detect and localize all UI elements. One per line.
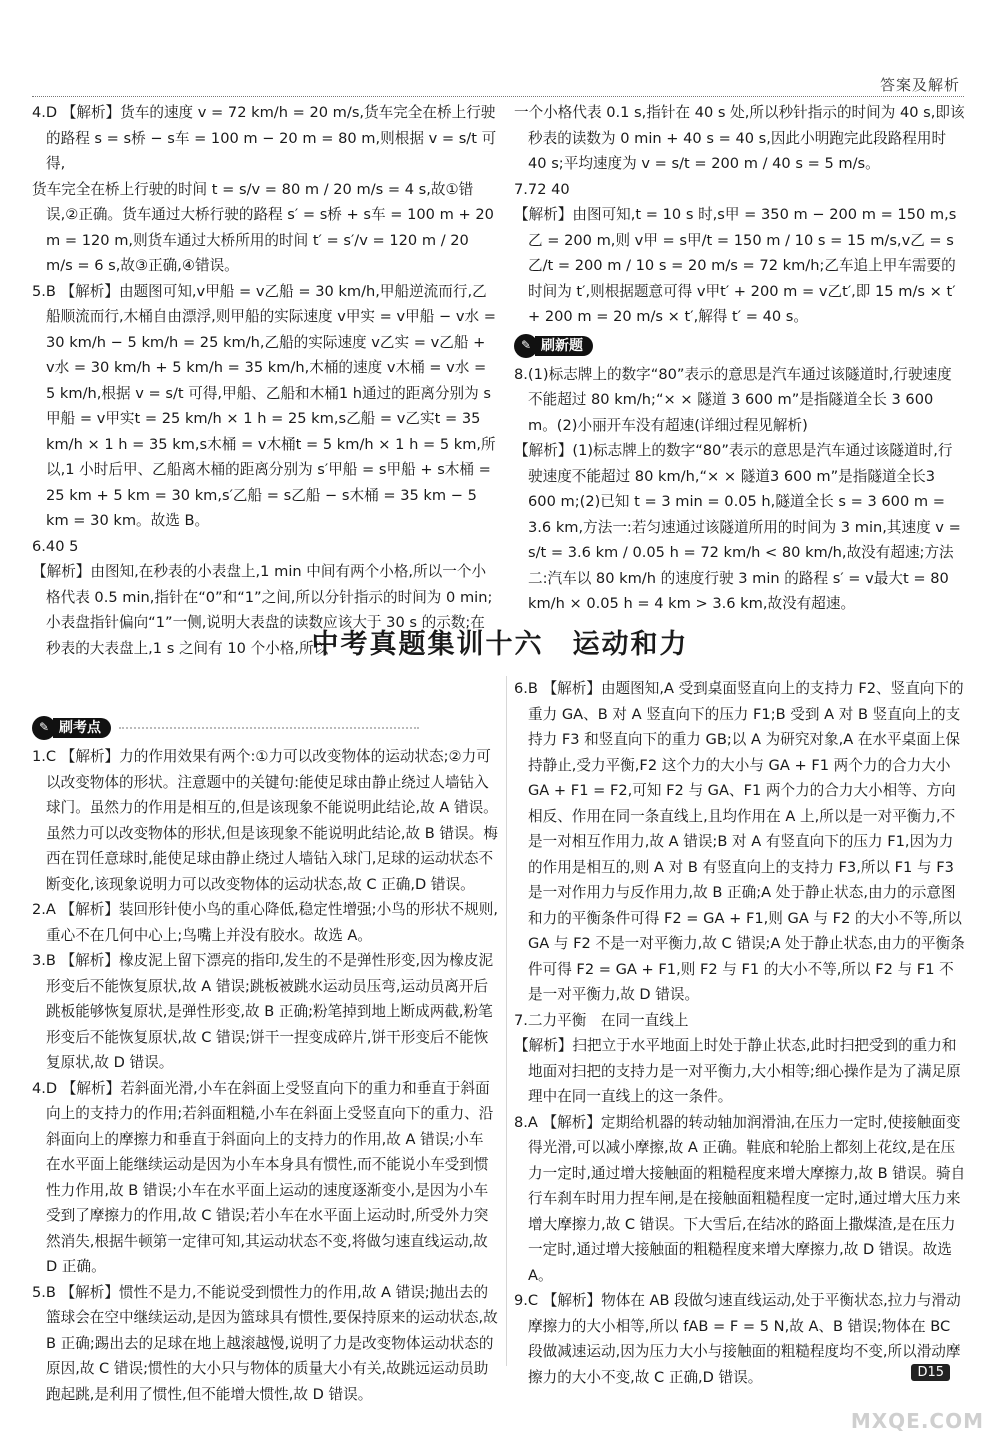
answer-7-explain: 【解析】由图可知,t = 10 s 时,s甲 = 350 m − 200 m = 150 m,s乙 = 200 m,则 v甲 = s甲/t = 150 m / 10 s = 15 m/s,v乙 = s乙/t = 200 m / 10 s = 20 m/s = 72 km/h;乙车追上甲车需要的时间为 t′,则根据题意可得 v甲t′ + 200 m = v乙t′,即 15 m/s × t′ + 200 m = 20 m/s × t′,解得 t′ = 40 s。 xyxy=(514,206,957,325)
badge-label: 刷新题 xyxy=(535,336,593,356)
answer-9b: 9.C 【解析】物体在 AB 段做匀速直线运动,处于平衡状态,拉力与滑动摩擦力的大小相等,所以 fAB = F = 5 N,故 A、B 错误;物体在 BC 段做减速运动,因为压力大小与接触面的粗糙程度均不变,所以滑动摩擦力的大小不变,故 C 正确,D 错误。 xyxy=(514,1292,961,1386)
answer-4b: 4.D 【解析】若斜面光滑,小车在斜面上受竖直向下的重力和垂直于斜面向上的支持力的作用;若斜面粗糙,小车在斜面上受竖直向下的重力、沿斜面向上的摩擦力和垂直于斜面向上的支持力的作用,故 A 错误;小车在水平面上能继续运动是因为小车本身具有惯性,而不能说小车受到惯性力作用,故 B 错误;小车在水平面上运动的速度逐渐变小,是因为小车受到了摩擦力的作用,故 C 错误;若小车在水平面上运动时,所受外力突然消失,根据牛顿第一定律可知,其运动状态不变,将做匀速直线运动,故 D 正确。 xyxy=(32,1079,494,1275)
chapter-title: 中考真题集训十六 运动和力 xyxy=(311,629,689,660)
answer-5: 5.B 【解析】由题图可知,v甲船 = v乙船 = 30 km/h,甲船逆流而行,乙船顺流而行,木桶自由漂浮,则甲船的实际速度 v甲实 = v甲船 − v水 = 30 km/h − 5 km/h = 25 km/h,乙船的实际速度 v乙实 = v乙船 + v水 = 30 km/h + 5 km/h = 35 km/h,木桶的速度 v木桶 = v水 = 5 km/h,根据 v = s/t 可得,甲船、乙船和木桶1 h通过的距离分别为 s甲船 = v甲实t = 25 km/h × 1 h = 25 km,s乙船 = v乙实t = 35 km/h × 1 h = 35 km,s木桶 = v木桶t = 5 km/h × 1 h = 5 km,所以,1 小时后甲、乙船离木桶的距离分别为 s′甲船 = s甲船 + s木桶 = 25 km + 5 km = 30 km,s′乙船 = s乙船 − s木桶 = 35 km − 5 km = 30 km。故选 B。 xyxy=(32,282,496,529)
answer-6b: 6.B 【解析】由题图知,A 受到桌面竖直向上的支持力 F2、竖直向下的重力 GA、B 对 A 竖直向下的压力 F1;B 受到 A 对 B 竖直向上的支持力 F3 和竖直向下的重力 GB;以 A 为研究对象,A 在水平桌面上保持静止,受力平衡,F2 这个力的大小与 GA + F1 两个力的合力大小 GA + F1 = F2,可知 F2 与 GA、F1 两个力的合力大小相等、方向相反、作用在同一条直线上,且均作用在 A 上,所以是一对平衡力,不是一对相互作用力,故 A 错误;B 对 A 有竖直向下的压力 F1,因为力的作用是相互的,则 A 对 B 有竖直向上的支持力 F3,所以 F1 与 F3 是一对作用力与反作用力,故 B 正确;A 处于静止状态,由力的示意图和力的平衡条件可得 F2 = GA + F1,则 GA 与 F2 的大小不等,所以 GA 与 F2 不是一对平衡力,故 C 错误;A 处于静止状态,由力的平衡条件可得 F2 = GA + F1,则 F2 与 F1 的大小不等,所以 F2 与 F1 不是一对平衡力,故 D 错误。 xyxy=(514,680,965,1003)
book-icon: ✎ xyxy=(32,716,56,740)
badge-label: 刷考点 xyxy=(53,718,111,738)
section-badge-points xyxy=(32,716,419,740)
answer-6-cont: 一个小格代表 0.1 s,指针在 40 s 处,所以秒针指示的时间为 40 s,即该秒表的读数为 0 min + 40 s = 40 s,因此小明跑完此段路程用时 40 s;平均速度为 v = s/t = 200 m / 40 s = 5 m/s。 xyxy=(514,104,965,172)
answer-3: 3.B 【解析】橡皮泥上留下漂亮的指印,发生的不是弹性形变,因为橡皮泥形变后不能恢复原状,故 A 错误;跳板被跳水运动员压弯,运动员离开后跳板能够恢复原状,是弹性形变,故 B 正确;粉笔掉到地上断成两截,粉笔形变后不能恢复原状,故 C 错误;饼干一捏变成碎片,饼干形变后不能恢复原状,故 D 错误。 xyxy=(32,952,494,1071)
answer-4: 4.D 【解析】货车的速度 v = 72 km/h = 20 m/s,货车完全在桥上行驶的路程 s = s桥 − s车 = 100 m − 20 m = 80 m,则根据 v = s/t 可得, xyxy=(32,104,497,172)
badge-dotted-rule xyxy=(119,727,419,729)
book-icon: ✎ xyxy=(514,334,538,358)
watermark: MXQE.COM xyxy=(850,1409,984,1433)
answer-8b: 8.A 【解析】定期给机器的转动轴加润滑油,在压力一定时,使接触面变得光滑,可以减小摩擦,故 A 正确。鞋底和轮胎上都刻上花纹,是在压力一定时,通过增大接触面的粗糙程度来增大摩擦力,故 B 错误。骑自行车刹车时用力捏车闸,是在接触面粗糙程度一定时,通过增大压力来增大摩擦力,故 C 错误。下大雪后,在结冰的路面上撒煤渣,是在压力一定时,通过增大接触面的粗糙程度来增大摩擦力,故 D 错误。故选 A。 xyxy=(514,1113,966,1284)
column-divider xyxy=(506,676,507,1366)
answer-4-cont: 货车完全在桥上行驶的时间 t = s/v = 80 m / 20 m/s = 4 s,故①错误,②正确。货车通过大桥行驶的路程 s′ = s桥 + s车 = 100 m + 20 m = 120 m,则货车通过大桥所用的时间 t′ = s′/v = 120 m / 20 m/s = 6 s,故③正确,④错误。 xyxy=(32,180,494,274)
bottom-right-column xyxy=(514,676,966,1390)
page-number: D15 xyxy=(911,1364,950,1381)
bottom-left-column xyxy=(32,712,498,1407)
answer-7: 7.72 40 xyxy=(514,180,570,198)
top-right-column xyxy=(514,70,966,617)
answer-7b: 7.二力平衡 在同一直线上 xyxy=(514,1011,689,1029)
answer-8: 8.(1)标志牌上的数字“80”表示的意思是汽车通过该隧道时,行驶速度不能超过 80 km/h;“× × 隧道 3 600 m”是指隧道全长 3 600 m。(2)小丽开车没有超速(详细过程见解析) xyxy=(514,365,952,434)
answer-1: 1.C 【解析】力的作用效果有两个:①力可以改变物体的运动状态;②力可以改变物体的形状。注意题中的关键句:能使足球由静止绕过人墙钻入球门。虽然力的作用是相互的,但是该现象不能说明此结论,故 A 错误。虽然力可以改变物体的形状,但是该现象不能说明此结论,故 B 错误。梅西在罚任意球时,能使足球由静止绕过人墙钻入球门,足球的运动状态不断变化,该现象说明力可以改变物体的运动状态,故 C 正确,D 错误。 xyxy=(32,748,498,893)
answer-6-explain: 【解析】由图知,在秒表的小表盘上,1 min 中间有两个小格,所以一个小格代表 0.5 min,指针在“0”和“1”之间,所以分针指示的时间为 0 min;小表盘指针偏向“1”一侧,说明大表盘的读数应该大于 30 s 的示数;在秒表的大表盘上,1 s 之间有 10 个小格,所以 xyxy=(32,563,493,657)
top-left-column xyxy=(32,70,498,661)
answer-7b-explain: 【解析】扫把立于水平地面上时处于静止状态,此时扫把受到的重力和地面对扫把的支持力是一对平衡力,大小相等;细心操作是为了满足原理中在同一直线上的这一条件。 xyxy=(514,1037,961,1105)
answer-2: 2.A 【解析】装回形针使小鸟的重心降低,稳定性增强;小鸟的形状不规则,重心不在几何中心上;鸟嘴上并没有胶水。故选 A。 xyxy=(32,901,498,944)
header-label: 答案及解析 xyxy=(879,76,960,94)
section-badge-new xyxy=(514,334,593,358)
answer-5b: 5.B 【解析】惯性不是力,不能说受到惯性力的作用,故 A 错误;抛出去的篮球会在空中继续运动,是因为篮球具有惯性,要保持原来的运动状态,故 B 正确;踢出去的足球在地上越滚越慢,说明了力是改变物体运动状态的原因,故 C 错误;惯性的大小只与物体的质量大小有关,故跳远运动员助跑起跳,是利用了惯性,但不能增大惯性,故 D 错误。 xyxy=(32,1283,498,1403)
answer-8-explain: 【解析】(1)标志牌上的数字“80”表示的意思是汽车通过该隧道时,行驶速度不能超过 80 km/h,“× × 隧道3 600 m”是指隧道全长3 600 m;(2)已知 t = 3 min = 0.05 h,隧道全长 s = 3 600 m = 3.6 km,方法一:若匀速通过该隧道所用的时间为 3 min,其速度 v = s/t = 3.6 km / 0.05 h = 72 km/h < 80 km/h,故没有超速;方法二:汽车以 80 km/h 的速度行驶 3 min 的路程 s′ = v最大t = 80 km/h × 0.05 h = 4 km > 3.6 km,故没有超速。 xyxy=(514,442,961,612)
answer-6: 6.40 5 xyxy=(32,537,79,555)
